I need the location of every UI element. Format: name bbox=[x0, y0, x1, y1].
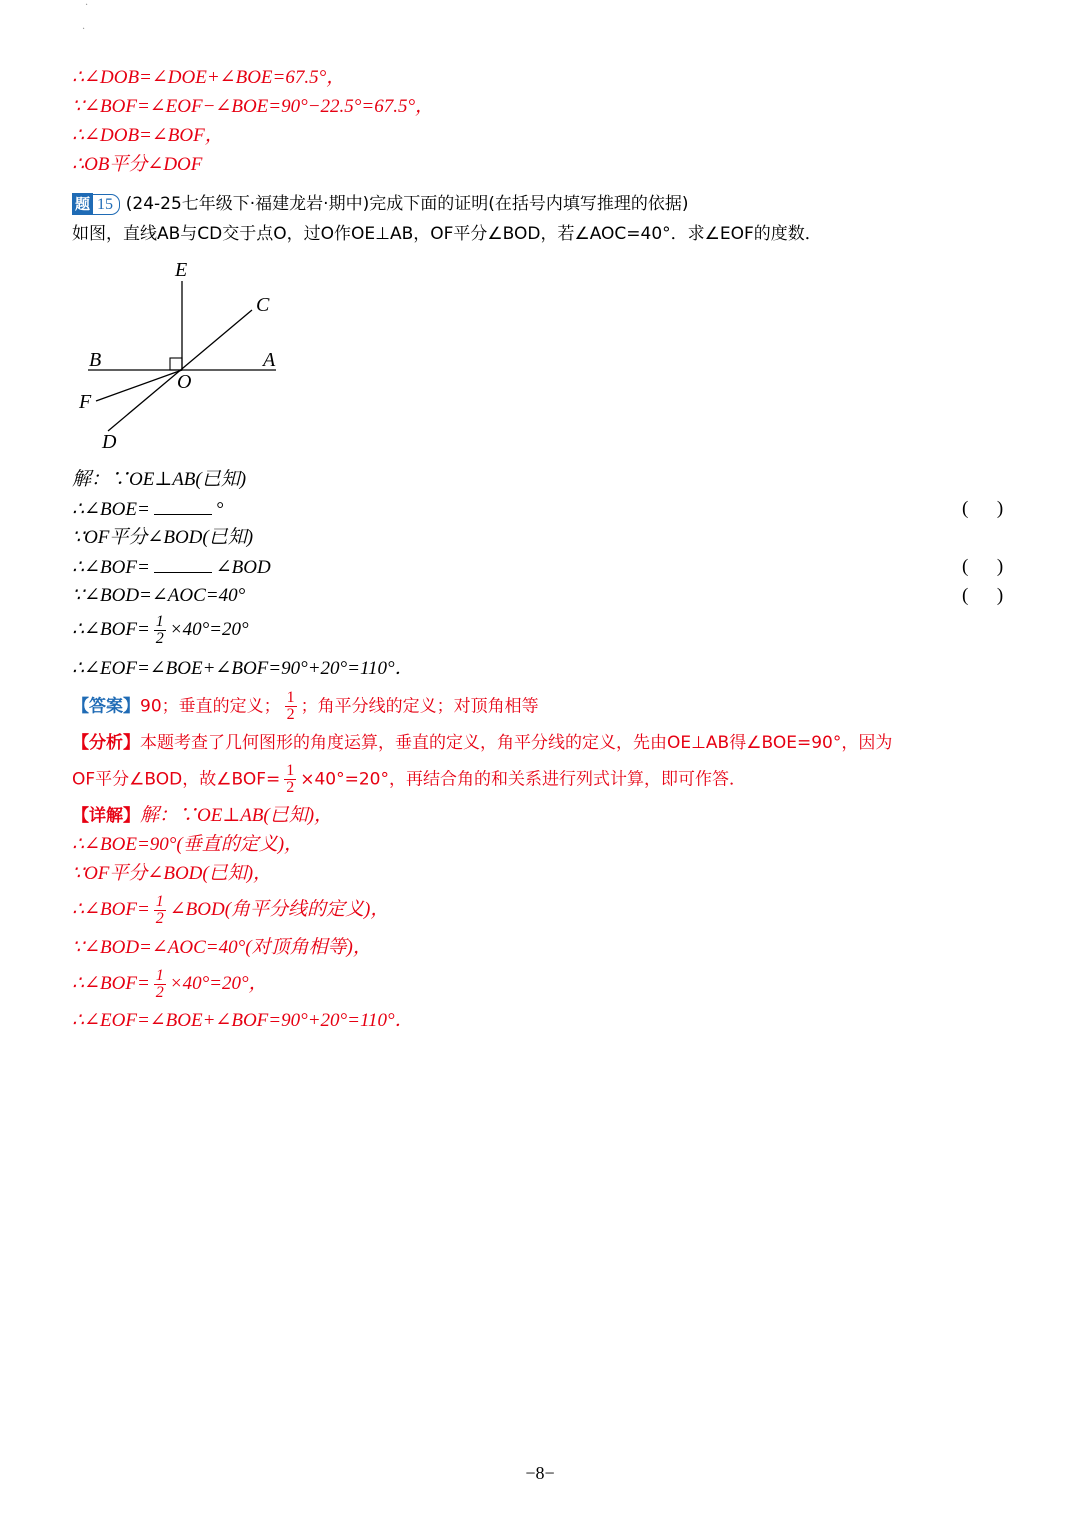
analysis-line-1 bbox=[72, 728, 892, 758]
proof-line-1: 解：∵OE⊥AB(已知) bbox=[72, 469, 247, 490]
proof-line-6 bbox=[72, 613, 249, 647]
proof-line-5: ∵∠BOD=∠AOC=40° bbox=[72, 585, 246, 606]
answer-pre: 90；垂直的定义； bbox=[140, 696, 281, 717]
detail-text-6-pre: ∴∠BOF= bbox=[72, 972, 150, 994]
label-b: B bbox=[89, 349, 102, 371]
proof-line-2 bbox=[72, 494, 223, 524]
fraction-half: $\frac{1}{2}$ bbox=[155, 613, 164, 647]
reason-paren-3[interactable]: ( ) bbox=[962, 585, 1004, 606]
answer-line bbox=[72, 689, 539, 723]
analysis-fraction: $\frac{1}{2}$ bbox=[286, 762, 295, 796]
page-number: −8− bbox=[525, 1463, 555, 1483]
proof-line-4-post: ∠BOD bbox=[215, 557, 271, 578]
detail-line-7: ∴∠EOF=∠BOE+∠BOF=90°+20°=110°． bbox=[72, 1010, 414, 1031]
question-badge: 题 bbox=[72, 193, 93, 215]
proof-line-6-post: ×40°=20° bbox=[169, 618, 249, 640]
geometry-figure bbox=[72, 255, 292, 455]
detail-text-6-post: ×40°=20°， bbox=[169, 972, 268, 994]
label-f: F bbox=[79, 391, 92, 413]
label-a: A bbox=[263, 349, 276, 371]
label-d: D bbox=[102, 431, 117, 453]
analysis-text-2-pre: OF平分∠BOD，故∠BOF= bbox=[72, 769, 281, 790]
label-c: C bbox=[256, 294, 270, 316]
ray-of bbox=[96, 370, 182, 401]
detail-line-3: ∵OF平分∠BOD(已知)， bbox=[72, 863, 273, 884]
detail-text-1: 解：∵OE⊥AB(已知)， bbox=[140, 805, 334, 826]
blank-answer-1[interactable] bbox=[154, 494, 212, 515]
label-e: E bbox=[175, 259, 188, 281]
detail-line-5: ∵∠BOD=∠AOC=40°(对顶角相等)， bbox=[72, 937, 372, 958]
detail-line-6 bbox=[72, 967, 268, 1001]
question-header bbox=[72, 189, 688, 219]
proof-line-2-pre: ∴∠BOE= bbox=[72, 499, 150, 520]
prev-solution-line-1: ∴∠DOB=∠DOE+∠BOE=67.5°， bbox=[72, 67, 346, 88]
scan-speck: · bbox=[85, 0, 89, 11]
question-number: 15 bbox=[93, 194, 120, 215]
detail-fraction-2: $\frac{1}{2}$ bbox=[155, 967, 164, 1001]
detail-line-4 bbox=[72, 893, 390, 927]
reason-paren-2[interactable]: ( ) bbox=[962, 556, 1004, 577]
answer-post: ；角平分线的定义；对顶角相等 bbox=[300, 696, 539, 717]
proof-line-6-pre: ∴∠BOF= bbox=[72, 618, 150, 640]
analysis-line-2 bbox=[72, 762, 747, 796]
answer-tag: 【答案】 bbox=[72, 696, 140, 717]
proof-line-3: ∵OF平分∠BOD(已知) bbox=[72, 527, 254, 548]
scan-speck: · bbox=[82, 24, 86, 35]
analysis-text-2-post: ×40°=20°，再结合角的和关系进行列式计算，即可作答． bbox=[300, 769, 747, 790]
proof-line-4-pre: ∴∠BOF= bbox=[72, 557, 150, 578]
question-source: (24-25七年级下·福建龙岩·期中)完成下面的证明(在括号内填写推理的依据) bbox=[125, 194, 689, 214]
label-o: O bbox=[177, 371, 192, 393]
reason-paren-1[interactable]: ( ) bbox=[962, 498, 1004, 519]
answer-fraction: $\frac{1}{2}$ bbox=[286, 689, 295, 723]
blank-answer-2[interactable] bbox=[154, 552, 212, 573]
detail-line-1 bbox=[72, 801, 333, 831]
detail-tag: 【详解】 bbox=[72, 806, 140, 826]
proof-line-7: ∴∠EOF=∠BOE+∠BOF=90°+20°=110°． bbox=[72, 658, 414, 679]
proof-line-2-post: ° bbox=[215, 499, 224, 520]
prev-solution-line-4: ∴OB平分∠DOF bbox=[72, 154, 203, 175]
detail-text-4-post: ∠BOD(角平分线的定义)， bbox=[169, 898, 390, 920]
prev-solution-line-2: ∵∠BOF=∠EOF−∠BOE=90°−22.5°=67.5°， bbox=[72, 96, 435, 117]
detail-fraction-1: $\frac{1}{2}$ bbox=[155, 893, 164, 927]
proof-line-4 bbox=[72, 552, 271, 582]
detail-line-2: ∴∠BOE=90°(垂直的定义)， bbox=[72, 834, 304, 855]
question-statement: 如图，直线AB与CD交于点O，过O作OE⊥AB，OF平分∠BOD，若∠AOC=40°．求∠EOF的度数． bbox=[72, 224, 822, 244]
detail-text-4-pre: ∴∠BOF= bbox=[72, 898, 150, 920]
right-angle-mark bbox=[170, 358, 182, 370]
prev-solution-line-3: ∴∠DOB=∠BOF， bbox=[72, 125, 224, 146]
analysis-text-1: 本题考查了几何图形的角度运算，垂直的定义，角平分线的定义，先由OE⊥AB得∠BOE=90°，因为 bbox=[140, 733, 893, 753]
analysis-tag: 【分析】 bbox=[72, 733, 140, 753]
